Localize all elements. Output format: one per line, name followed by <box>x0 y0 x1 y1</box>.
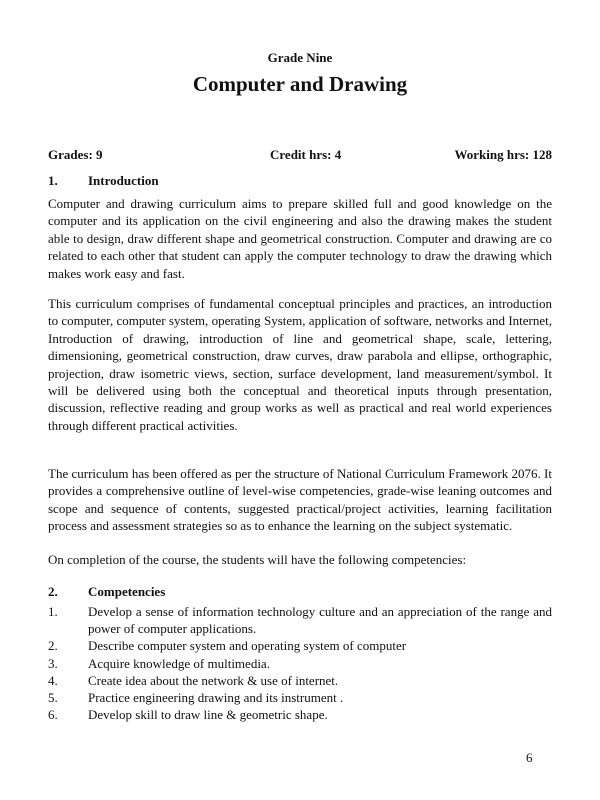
section-title: Introduction <box>88 173 159 188</box>
list-item-number: 2. <box>48 638 58 654</box>
list-item-text: Acquire knowledge of multimedia. <box>88 655 270 671</box>
page-title: Computer and Drawing <box>192 72 408 96</box>
credit-hours-label: Credit hrs: 4 <box>270 147 342 162</box>
competencies-heading <box>48 584 165 600</box>
list-item <box>48 655 552 672</box>
list-item-number: 4. <box>48 672 58 688</box>
intro-paragraph-1: Computer and drawing curriculum aims to prepare skilled full and good knowledge on the computer and its application on the civil engineering and also the drawing makes the student able to design, draw different shape and geometrical construction. Computer and drawing are co related to each other that student can apply the computer technology to draw the drawing which makes work easy and fast. <box>48 196 552 281</box>
section-title: Competencies <box>88 584 166 599</box>
list-item-text: Practice engineering drawing and its instrument . <box>88 690 344 706</box>
competencies-list <box>48 603 552 723</box>
working-hours-label: Working hrs: 128 <box>454 147 552 162</box>
list-item-number: 5. <box>48 690 58 706</box>
grade-title: Grade Nine <box>267 50 333 65</box>
list-item <box>48 603 552 637</box>
list-item <box>48 689 552 706</box>
section-number: 1. <box>48 173 58 188</box>
intro-paragraph-3: The curriculum has been offered as per the structure of National Curriculum Framework 2076. It provides a comprehensive outline of level-wise competencies, grade-wise leaning outcomes and scope and sequence of contents, suggested practical/project activities, learning facilitation process and assessment strategies so as to enhance the learning on the subject systematic. <box>48 466 552 534</box>
list-item <box>48 637 552 654</box>
introduction-heading <box>48 173 159 189</box>
list-item-number: 1. <box>48 604 58 619</box>
page-number: 6 <box>526 750 533 765</box>
section-number: 2. <box>48 584 58 599</box>
list-item <box>48 706 552 723</box>
list-item-number: 3. <box>48 655 58 671</box>
intro-paragraph-2: This curriculum comprises of fundamental conceptual principles and practices, an introduction to computer, computer system, operating System, application of software, networks and Internet, Introduction of drawing, introduction of line and geometrical shape, scale, lettering, dimensioning, geometrical construction, draw curves, draw parabola and ellipse, orthographic, projection, draw isometric views, section, surface development, land measurement/symbol. It will be delivered using both the conceptual and theoretical inputs through presentation, discussion, reflective reading and group works as well as practical and real world experiences through different practical activities. <box>48 296 552 433</box>
list-item-text: Create idea about the network & use of internet. <box>88 672 339 688</box>
intro-paragraph-4: On completion of the course, the students will have the following competencies: <box>48 552 467 567</box>
list-item-number: 6. <box>48 707 58 723</box>
course-meta-row <box>48 147 552 165</box>
list-item-text: Develop a sense of information technology culture and an appreciation of the range and power of computer applications. <box>88 604 552 637</box>
list-item-text: Develop skill to draw line & geometric shape. <box>88 707 328 723</box>
list-item-text: Describe computer system and operating system of computer <box>88 638 407 654</box>
grades-label: Grades: 9 <box>48 147 103 162</box>
list-item <box>48 672 552 689</box>
